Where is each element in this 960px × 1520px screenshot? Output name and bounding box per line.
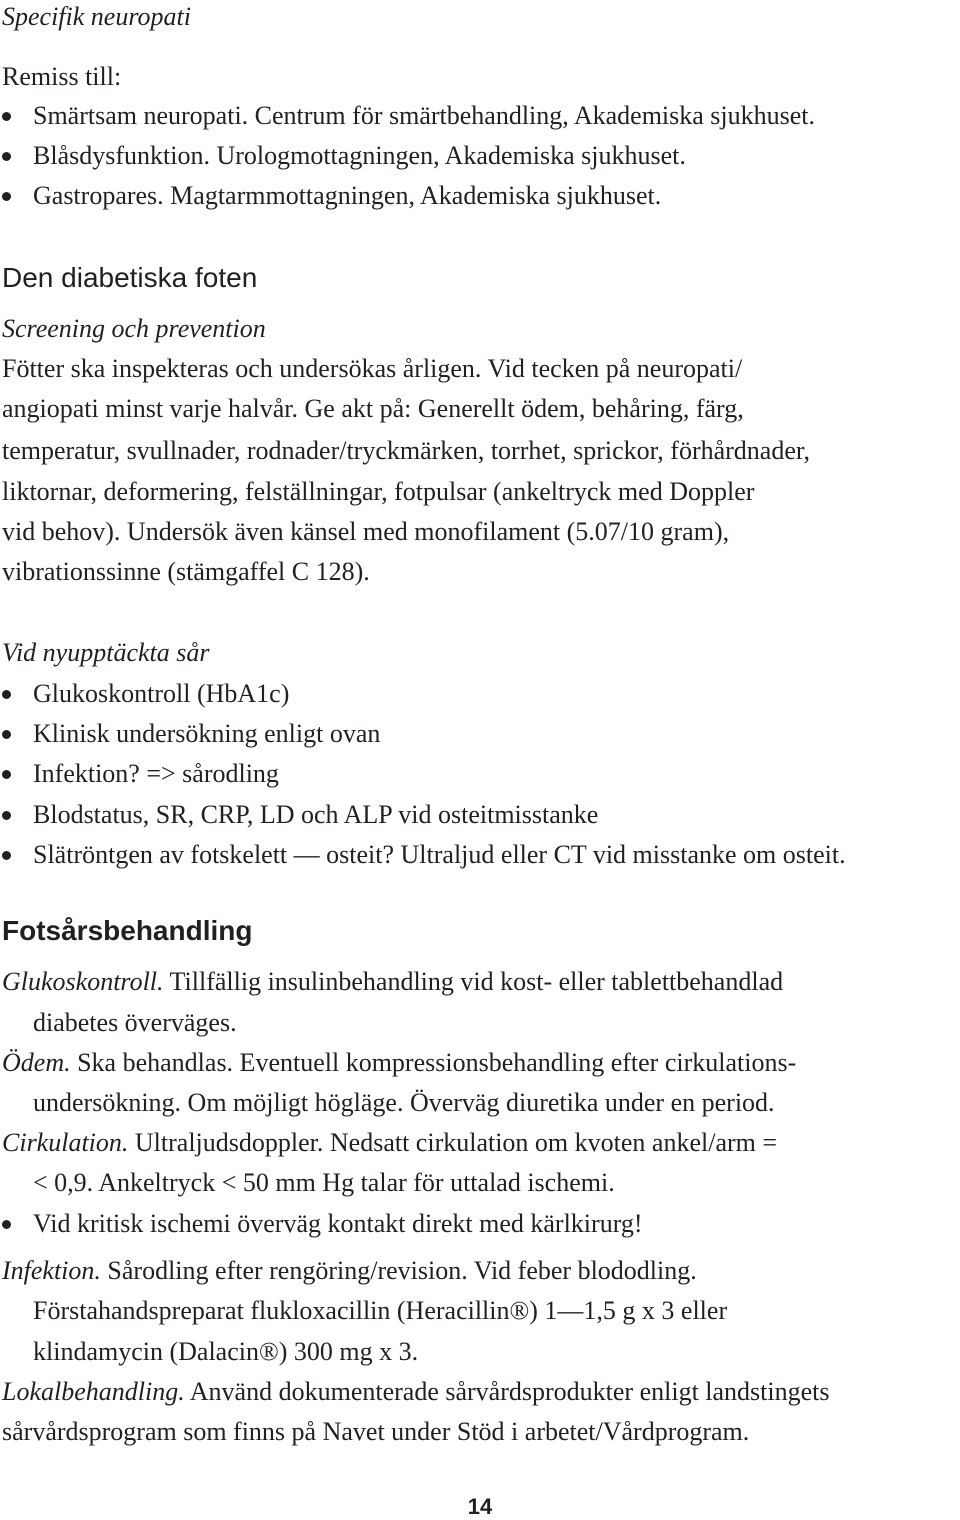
paragraph-line: Glukoskontroll. Tillfällig insulinbehandling vid kost- eller tablettbehandlad bbox=[2, 967, 784, 996]
page-number: 14 bbox=[467, 1494, 493, 1519]
term-odem: Ödem. bbox=[2, 1048, 71, 1077]
paragraph-line: Ödem. Ska behandlas. Eventuell kompressionsbehandling efter cirkulations- bbox=[2, 1048, 797, 1077]
paragraph-line: liktornar, deformering, felställningar, fotpulsar (ankeltryck med Doppler bbox=[2, 477, 755, 506]
term-lokalbehandling: Lokalbehandling. bbox=[2, 1377, 185, 1406]
term-cirkulation: Cirkulation. bbox=[2, 1128, 129, 1157]
bullet-icon bbox=[2, 851, 11, 860]
list-item: Blodstatus, SR, CRP, LD och ALP vid osteitmisstanke bbox=[33, 800, 598, 830]
section-heading-behandling: Fotsårsbehandling bbox=[2, 915, 253, 946]
paragraph-line: vid behov). Undersök även känsel med monofilament (5.07/10 gram), bbox=[2, 517, 730, 546]
list-item: Smärtsam neuropati. Centrum för smärtbehandling, Akademiska sjukhuset. bbox=[33, 101, 815, 131]
paragraph-line: Förstahandspreparat flukloxacillin (Heracillin®) 1—1,5 g x 3 eller bbox=[33, 1296, 728, 1325]
list-item: Infektion? => sårodling bbox=[33, 759, 279, 789]
subheading-screening: Screening och prevention bbox=[2, 314, 266, 343]
bullet-icon bbox=[2, 770, 11, 779]
paragraph-line: undersökning. Om möjligt högläge. Överväg diuretika under en period. bbox=[33, 1088, 775, 1117]
bullet-icon bbox=[2, 811, 11, 820]
term-glukoskontroll: Glukoskontroll. bbox=[2, 967, 164, 996]
bullet-icon bbox=[2, 112, 11, 121]
paragraph-line: Infektion. Sårodling efter rengöring/revision. Vid feber blododling. bbox=[2, 1256, 697, 1285]
bullet-icon bbox=[2, 730, 11, 739]
subheading-sar: Vid nyupptäckta sår bbox=[2, 638, 210, 667]
paragraph-line: Lokalbehandling. Använd dokumenterade sårvårdsprodukter enligt landstingets bbox=[2, 1377, 830, 1406]
list-item: Blåsdysfunktion. Urologmottagningen, Akademiska sjukhuset. bbox=[33, 141, 686, 171]
bullet-icon bbox=[2, 1220, 11, 1229]
paragraph-line: sårvårdsprogram som finns på Navet under Stöd i arbetet/Vårdprogram. bbox=[2, 1417, 750, 1446]
list-item: Gastropares. Magtarmmottagningen, Akademiska sjukhuset. bbox=[33, 181, 661, 211]
paragraph-line: vibrationssinne (stämgaffel C 128). bbox=[2, 557, 370, 586]
list-item: Klinisk undersökning enligt ovan bbox=[33, 719, 380, 749]
list-item: Glukoskontroll (HbA1c) bbox=[33, 679, 289, 709]
paragraph-line: Cirkulation. Ultraljudsdoppler. Nedsatt cirkulation om kvoten ankel/arm = bbox=[2, 1128, 778, 1157]
paragraph-line: temperatur, svullnader, rodnader/tryckmärken, torrhet, sprickor, förhårdnader, bbox=[2, 436, 811, 465]
section-heading-foten: Den diabetiska foten bbox=[2, 262, 258, 293]
bullet-icon bbox=[2, 690, 11, 699]
bullet-icon bbox=[2, 192, 11, 201]
paragraph-line: klindamycin (Dalacin®) 300 mg x 3. bbox=[33, 1337, 419, 1366]
section-heading-neuropati: Specifik neuropati bbox=[2, 2, 191, 31]
paragraph-line: angiopati minst varje halvår. Ge akt på: Generellt ödem, behåring, färg, bbox=[2, 394, 744, 423]
term-infektion: Infektion. bbox=[2, 1256, 101, 1285]
remiss-lead: Remiss till: bbox=[2, 62, 122, 91]
list-item: Vid kritisk ischemi överväg kontakt direkt med kärlkirurg! bbox=[33, 1209, 643, 1239]
paragraph-line: Fötter ska inspekteras och undersökas årligen. Vid tecken på neuropati/ bbox=[2, 354, 743, 383]
paragraph-line: diabetes överväges. bbox=[33, 1008, 237, 1037]
list-item: Slätröntgen av fotskelett — osteit? Ultraljud eller CT vid misstanke om osteit. bbox=[33, 840, 846, 870]
bullet-icon bbox=[2, 152, 11, 161]
paragraph-line: < 0,9. Ankeltryck < 50 mm Hg talar för uttalad ischemi. bbox=[33, 1168, 615, 1197]
